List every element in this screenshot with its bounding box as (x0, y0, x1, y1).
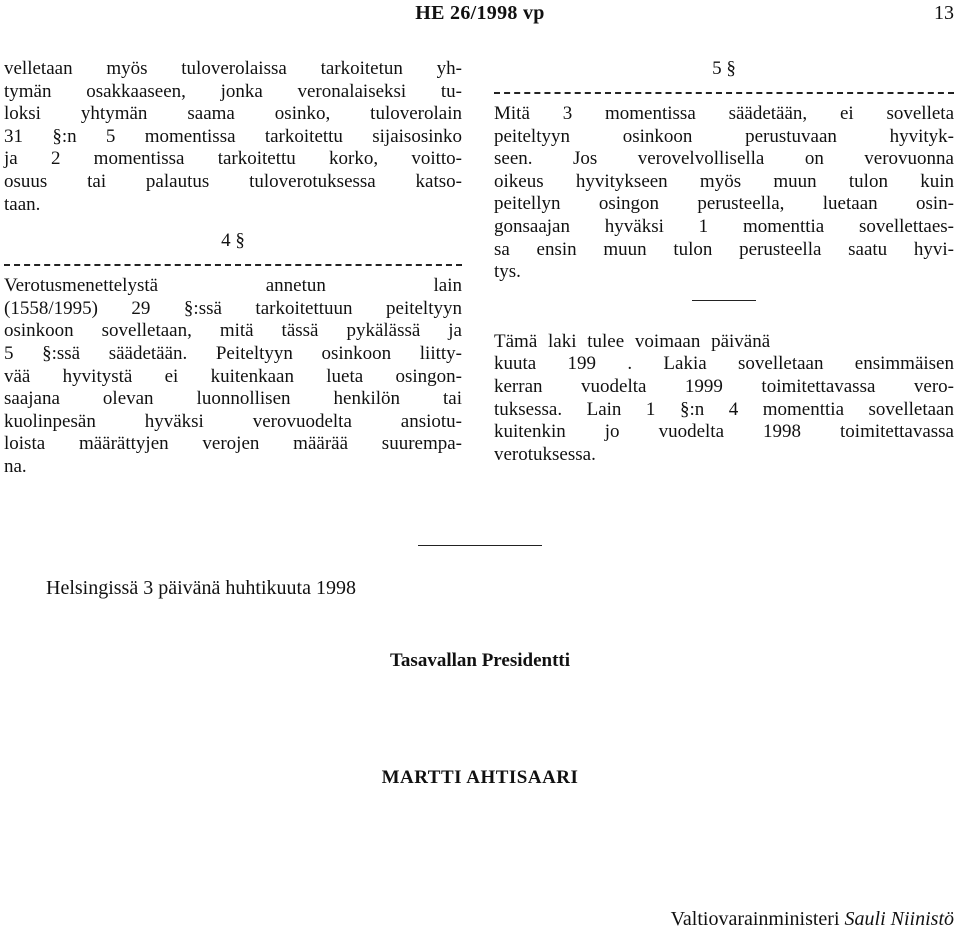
right-column (494, 58, 954, 466)
text-line: verotuksessa. (494, 443, 596, 465)
text-line: vää hyvitystä ei kuitenkaan lueta osingon- (4, 365, 462, 387)
president-title: Tasavallan Presidentti (390, 650, 570, 671)
text-line: kuolinpesän hyväksi verovuodelta ansiotu- (4, 410, 462, 432)
section-4-paragraph (4, 275, 462, 478)
text-line: tys. (494, 261, 521, 283)
signature-divider (418, 545, 542, 546)
text-line: sa ensin muun tulon perusteella saatu hyvi- (494, 238, 954, 260)
president-name: MARTTI AHTISAARI (381, 767, 579, 788)
place-date: Helsingissä 3 päivänä huhtikuuta 1998 (46, 577, 356, 599)
text-line: kerran vuodelta 1999 toimitettavassa vero- (494, 375, 954, 397)
section-5-paragraph (494, 103, 954, 284)
text-line: oikeus hyvitykseen myös muun tulon kuin (494, 170, 954, 192)
text-line: Tämä laki tulee voimaan päivänä (494, 330, 771, 352)
text-line: loksi yhtymän saama osinko, tuloverolain (4, 103, 462, 125)
text-line: peitellyn osingon perusteella, luetaan osin- (494, 193, 954, 215)
page-number: 13 (934, 2, 954, 24)
omission-dashes (494, 92, 954, 94)
text-line: peiteltyyn osinkoon perustuvaan hyvityk- (494, 125, 954, 147)
text-line: Mitä 3 momentissa säädetään, ei sovelleta (494, 103, 954, 124)
intro-paragraph (4, 58, 462, 216)
text-line: kuitenkin jo vuodelta 1998 toimitettavassa (494, 421, 954, 443)
left-column (4, 58, 462, 479)
text-line: (1558/1995) 29 §:ssä tarkoitettuun peiteltyyn (4, 297, 462, 319)
text-line: saajana olevan luonnollisen henkilön tai (4, 388, 462, 410)
text-line: osinkoon sovelletaan, mitä tässä pykälässä ja (4, 320, 462, 342)
text-line: tuksessa. Lain 1 §:n 4 momenttia sovelletaan (494, 398, 954, 420)
section-4-heading: 4 § (221, 230, 245, 252)
minister-name: Sauli Niinistö (844, 908, 954, 930)
text-line: taan. (4, 193, 41, 215)
text-line: kuuta 199 . Lakia sovelletaan ensimmäisen (494, 353, 954, 375)
text-line: osuus tai palautus tuloverotuksessa katso- (4, 170, 462, 192)
text-line: 5 §:ssä säädetään. Peiteltyyn osinkoon liitty- (4, 342, 462, 364)
text-line: Verotusmenettelystä annetun lain (4, 275, 462, 297)
text-line: velletaan myös tuloverolaissa tarkoitetun yh- (4, 58, 462, 79)
document-title: HE 26/1998 vp (415, 2, 545, 24)
section-5-heading: 5 § (712, 58, 736, 79)
text-line: ja 2 momentissa tarkoitettu korko, voitto- (4, 148, 462, 170)
section-divider (692, 300, 756, 301)
text-line: gonsaajan hyväksi 1 momenttia sovellettaes- (494, 215, 954, 237)
omission-dashes (4, 264, 462, 266)
minister-role: Valtiovarainministeri (670, 908, 840, 930)
minister-signature (671, 908, 954, 931)
entry-into-force-paragraph (494, 331, 954, 467)
text-line: loista määrättyjen verojen määrää suurempa- (4, 433, 462, 455)
text-line: seen. Jos verovelvollisella on verovuonna (494, 148, 954, 170)
text-line: na. (4, 455, 27, 477)
text-line: 31 §:n 5 momentissa tarkoitettu sijaisosinko (4, 125, 462, 147)
text-line: tymän osakkaaseen, jonka veronalaiseksi tu- (4, 80, 462, 102)
